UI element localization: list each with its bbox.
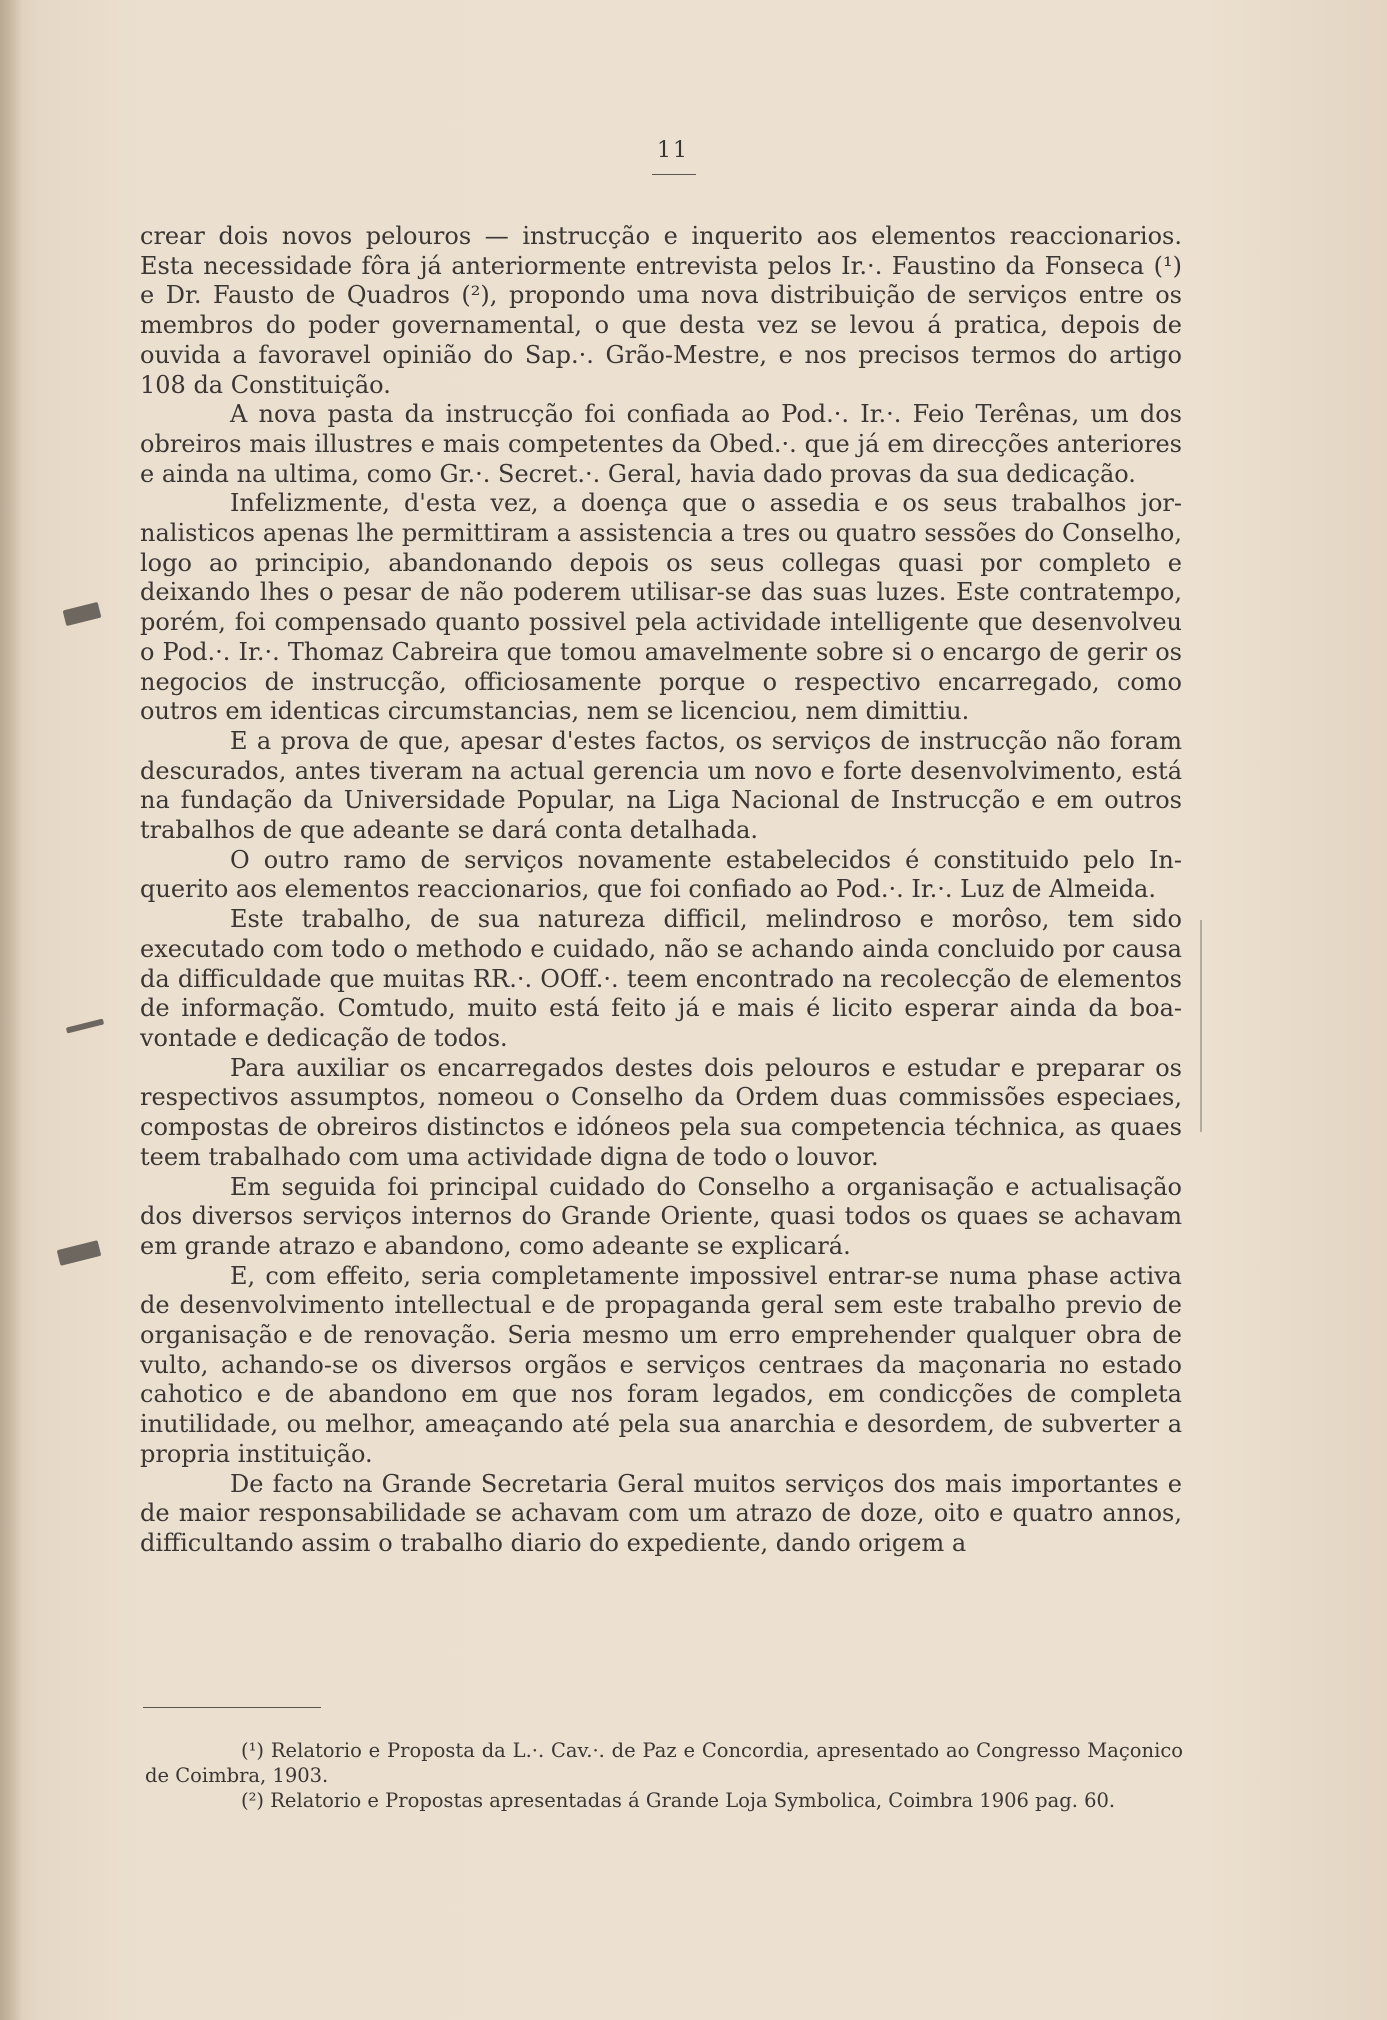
- paragraph-2: A nova pasta da instrucção foi confiada ao Pod.·. Ir.·. Feio Terênas, um dos obreiros mais illustres e mais competentes da Obed.·. que já em direcções anteriores e ainda na ultima, como Gr.·. Secret.·. Geral, havia dado provas da sua dedicação.: [140, 400, 1182, 488]
- pencil-bracket-mark: [1194, 920, 1202, 1132]
- margin-ink-mark-3: [57, 1240, 102, 1266]
- page-number-rule: [652, 174, 696, 175]
- footnote-rule: [143, 1707, 321, 1708]
- footnote-2: [145, 1788, 1183, 1813]
- page-number: 11: [657, 138, 689, 163]
- footnotes: [145, 1738, 1183, 1813]
- footnote-1-mark: (¹): [241, 1739, 265, 1762]
- footnote-2-text: Relatorio e Propostas apresentadas á Grande Loja Symbolica, Coimbra 1906 pag. 60.: [270, 1789, 1116, 1812]
- body-text: [140, 222, 1182, 1559]
- paragraph-10: De facto na Grande Secretaria Geral muitos serviços dos mais importantes e de maior responsabilidade se achavam com um atrazo de doze, oito e quatro annos, difficultando assim o trabalho diario do expediente, dando origem a: [140, 1469, 1182, 1557]
- binding-edge-shadow: [0, 0, 22, 2020]
- paragraph-6: Este trabalho, de sua natureza difficil, melindroso e morôso, tem sido executado com todo o methodo e cuidado, não se achando ainda concluido por causa da difficuldade que muitas RR.·. OOff.·. teem encontrado na recolecção de elementos de informação. Comtudo, muito está feito já e mais é licito esperar ainda da boa-vontade e dedicação de todos.: [140, 905, 1182, 1052]
- paragraph-9: E, com effeito, seria completamente impossivel entrar-se numa phase activa de desenvolvimento intellectual e de propaganda geral sem este trabalho previo de organisação e de renovação. Seria mesmo um erro emprehender qualquer obra de vulto, achando-se os diversos orgãos e serviços centraes da maçonaria no estado cahotico e de abandono em que nos foram legados, em condicções de completa inutilidade, ou melhor, ameaçando até pela sua anarchia e desordem, de subverter a propria instituição.: [140, 1261, 1182, 1468]
- footnote-2-mark: (²): [241, 1789, 265, 1812]
- footnote-1: [145, 1738, 1183, 1788]
- paragraph-4: E a prova de que, apesar d'estes factos, os serviços de instrucção não foram descurados, antes tiveram na actual gerencia um novo e forte desenvolvimento, está na fundação da Universidade Popular, na Liga Nacional de Instrucção e em outros trabalhos de que adeante se dará conta detalhada.: [140, 726, 1182, 845]
- paragraph-7: Para auxiliar os encarregados destes dois pelouros e estudar e preparar os respectivos assumptos, nomeou o Conselho da Ordem duas commissões especiaes, compostas de obreiros distinctos e idóneos pela sua competencia téchnica, as quaes teem trabalhado com uma actividade digna de todo o louvor.: [140, 1053, 1182, 1171]
- paragraph-5: O outro ramo de serviços novamente estabelecidos é constituido pelo Inquerito aos elementos reaccionarios, que foi confiado ao Pod.·. Ir.·. Luz de Almeida.: [140, 845, 1182, 904]
- margin-ink-mark-2: [66, 1018, 104, 1033]
- margin-ink-mark-1: [63, 602, 102, 626]
- paragraph-3: Infelizmente, d'esta vez, a doença que o assedia e os seus trabalhos jornalisticos apenas lhe permittiram a assistencia a tres ou quatro sessões do Conselho, logo ao principio, abandonando depois os seus collegas quasi por completo e deixando lhes o pesar de não poderem utilisar-se das suas luzes. Este contratempo, porém, foi compensado quanto possivel pela actividade intelligente que desenvolveu o Pod.·. Ir.·. Thomaz Cabreira que tomou amavelmente sobre si o encargo de gerir os negocios de instrucção, officiosamente porque o respectivo encarregado, como outros em identicas circumstancias, nem se licenciou, nem dimittiu.: [140, 489, 1182, 726]
- footnote-1-text: Relatorio e Proposta da L.·. Cav.·. de Paz e Concordia, apresentado ao Congresso Maçonico de Coimbra, 1903.: [145, 1739, 1183, 1787]
- paragraph-8: Em seguida foi principal cuidado do Conselho a organisação e actualisação dos diversos serviços internos do Grande Oriente, quasi todos os quaes se achavam em grande atrazo e abandono, como adeante se explicará.: [140, 1172, 1182, 1260]
- paragraph-1: crear dois novos pelouros — instrucção e inquerito aos elementos reaccionarios. Esta necessidade fôra já anteriormente entrevista pelos Ir.·. Faustino da Fonseca (¹) e Dr. Fausto de Quadros (²), propondo uma nova distribuição de serviços entre os membros do poder governamental, o que desta vez se levou á pratica, depois de ouvida a favoravel opinião do Sap.·. Grão-Mestre, e nos precisos termos do artigo 108 da Constituição.: [140, 222, 1182, 399]
